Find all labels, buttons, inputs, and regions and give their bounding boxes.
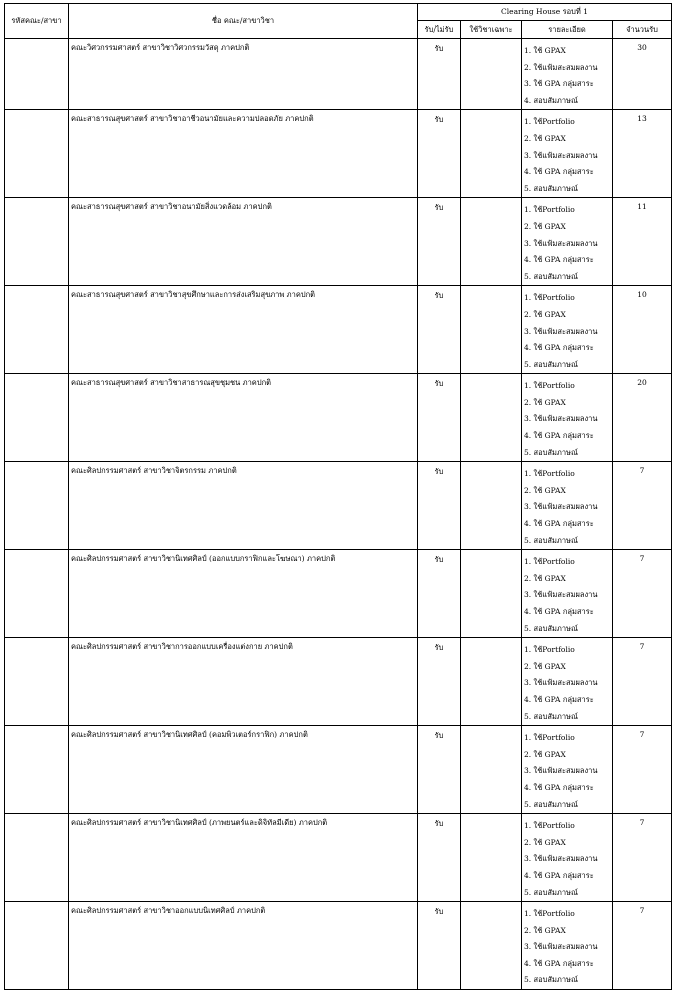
faculty-code-cell: [5, 638, 69, 726]
details-cell: [522, 198, 613, 286]
accept-status-cell: รับ: [418, 726, 461, 814]
criteria-item: 2. ใช้ GPAX: [524, 397, 566, 407]
seat-count-cell: 7: [613, 814, 672, 902]
header-row-top: [5, 4, 672, 21]
faculty-name-cell: คณะศิลปกรรมศาสตร์ สาขาวิชาการออกแบบเครื่องแต่งกาย ภาคปกติ: [69, 638, 418, 726]
details-cell: [522, 638, 613, 726]
accept-status-cell: รับ: [418, 462, 461, 550]
exam-subject-cell: [461, 638, 522, 726]
accept-status-cell: รับ: [418, 374, 461, 462]
faculty-code-cell: [5, 550, 69, 638]
accept-status-cell: รับ: [418, 902, 461, 990]
criteria-item: 3. ใช้แฟ้มสะสมผลงาน: [524, 238, 598, 248]
criteria-item: 5. สอบสัมภาษณ์: [524, 447, 578, 457]
faculty-code-cell: [5, 198, 69, 286]
details-cell: [522, 726, 613, 814]
criteria-item: 1. ใช้Portfolio: [524, 733, 575, 743]
seat-count-cell: 20: [613, 374, 672, 462]
seat-count-cell: 7: [613, 550, 672, 638]
details-column-header: รายละเอียด: [522, 21, 613, 39]
details-cell: [522, 110, 613, 198]
exam-subject-cell: [461, 814, 522, 902]
table-body: [5, 39, 672, 990]
faculty-code-cell: [5, 462, 69, 550]
faculty-code-cell: [5, 814, 69, 902]
criteria-item: 2. ใช้ GPAX: [524, 925, 566, 935]
criteria-item: 5. สอบสัมภาษณ์: [524, 711, 578, 721]
name-column-header: ชื่อ คณะ/สาขาวิชา: [69, 4, 418, 39]
clearing-house-header: Clearing House รอบที่ 1: [418, 4, 672, 21]
faculty-name-cell: คณะสาธารณสุขศาสตร์ สาขาวิชาสาธารณสุขชุมชน ภาคปกติ: [69, 374, 418, 462]
criteria-item: 2. ใช้ GPAX: [524, 573, 566, 583]
criteria-item: 4. ใช้ GPA กลุ่มสาระ: [524, 782, 594, 792]
accept-status-cell: รับ: [418, 814, 461, 902]
faculty-name-cell: คณะศิลปกรรมศาสตร์ สาขาวิชานิเทศศิลป์ (ภาพยนตร์และดิจิทัลมีเดีย) ภาคปกติ: [69, 814, 418, 902]
details-cell: [522, 462, 613, 550]
criteria-item: 2. ใช้ GPAX: [524, 309, 566, 319]
criteria-item: 3. ใช้แฟ้มสะสมผลงาน: [524, 414, 598, 424]
criteria-item: 1. ใช้Portfolio: [524, 117, 575, 127]
details-cell: [522, 39, 613, 110]
criteria-item: 1. ใช้Portfolio: [524, 821, 575, 831]
table-row: [5, 374, 672, 462]
criteria-item: 3. ใช้แฟ้มสะสมผลงาน: [524, 326, 598, 336]
table-row: [5, 814, 672, 902]
table-row: [5, 462, 672, 550]
faculty-name-cell: คณะวิศวกรรมศาสตร์ สาขาวิชาวิศวกรรมวัสดุ ภาคปกติ: [69, 39, 418, 110]
table-row: [5, 110, 672, 198]
details-cell: [522, 286, 613, 374]
seat-count-cell: 10: [613, 286, 672, 374]
criteria-item: 1. ใช้Portfolio: [524, 469, 575, 479]
accept-status-cell: รับ: [418, 198, 461, 286]
criteria-item: 4. ใช้ GPA กลุ่มสาระ: [524, 694, 594, 704]
criteria-item: 4. ใช้ GPA กลุ่มสาระ: [524, 870, 594, 880]
details-cell: [522, 814, 613, 902]
criteria-item: 1. ใช้Portfolio: [524, 205, 575, 215]
criteria-item: 2. ใช้ GPAX: [524, 837, 566, 847]
criteria-item: 3. ใช้แฟ้มสะสมผลงาน: [524, 766, 598, 776]
criteria-item: 4. ใช้ GPA กลุ่มสาระ: [524, 167, 594, 177]
exam-subject-cell: [461, 198, 522, 286]
seat-count-cell: 13: [613, 110, 672, 198]
criteria-item: 2. ใช้แฟ้มสะสมผลงาน: [524, 62, 598, 72]
table-row: [5, 550, 672, 638]
criteria-item: 3. ใช้แฟ้มสะสมผลงาน: [524, 854, 598, 864]
criteria-item: 4. ใช้ GPA กลุ่มสาระ: [524, 255, 594, 265]
faculty-code-cell: [5, 902, 69, 990]
criteria-item: 2. ใช้ GPAX: [524, 661, 566, 671]
faculty-code-cell: [5, 374, 69, 462]
criteria-item: 5. สอบสัมภาษณ์: [524, 271, 578, 281]
criteria-item: 3. ใช้แฟ้มสะสมผลงาน: [524, 678, 598, 688]
criteria-item: 2. ใช้ GPAX: [524, 485, 566, 495]
table-row: [5, 902, 672, 990]
criteria-item: 3. ใช้แฟ้มสะสมผลงาน: [524, 502, 598, 512]
criteria-item: 1. ใช้Portfolio: [524, 645, 575, 655]
criteria-item: 3. ใช้ GPA กลุ่มสาระ: [524, 79, 594, 89]
criteria-item: 4. สอบสัมภาษณ์: [524, 95, 578, 105]
seat-count-cell: 7: [613, 726, 672, 814]
count-column-header: จำนวนรับ: [613, 21, 672, 39]
criteria-item: 5. สอบสัมภาษณ์: [524, 183, 578, 193]
exam-subject-cell: [461, 374, 522, 462]
criteria-item: 5. สอบสัมภาษณ์: [524, 359, 578, 369]
criteria-item: 2. ใช้ GPAX: [524, 221, 566, 231]
criteria-item: 2. ใช้ GPAX: [524, 133, 566, 143]
faculty-name-cell: คณะศิลปกรรมศาสตร์ สาขาวิชานิเทศศิลป์ (คอมพิวเตอร์กราฟิก) ภาคปกติ: [69, 726, 418, 814]
table-row: [5, 39, 672, 110]
exam-subject-cell: [461, 462, 522, 550]
criteria-item: 4. ใช้ GPA กลุ่มสาระ: [524, 958, 594, 968]
details-cell: [522, 550, 613, 638]
criteria-item: 5. สอบสัมภาษณ์: [524, 623, 578, 633]
exam-subject-cell: [461, 550, 522, 638]
faculty-name-cell: คณะสาธารณสุขศาสตร์ สาขาวิชาอนามัยสิ่งแวดล้อม ภาคปกติ: [69, 198, 418, 286]
faculty-name-cell: คณะศิลปกรรมศาสตร์ สาขาวิชาจิตรกรรม ภาคปกติ: [69, 462, 418, 550]
criteria-item: 3. ใช้แฟ้มสะสมผลงาน: [524, 150, 598, 160]
accept-status-cell: รับ: [418, 110, 461, 198]
accept-status-cell: รับ: [418, 638, 461, 726]
criteria-item: 4. ใช้ GPA กลุ่มสาระ: [524, 343, 594, 353]
faculty-name-cell: คณะสาธารณสุขศาสตร์ สาขาวิชาอาชีวอนามัยและความปลอดภัย ภาคปกติ: [69, 110, 418, 198]
exam-subject-cell: [461, 902, 522, 990]
criteria-item: 4. ใช้ GPA กลุ่มสาระ: [524, 607, 594, 616]
seat-count-cell: 7: [613, 638, 672, 726]
criteria-item: 1. ใช้Portfolio: [524, 909, 575, 919]
faculty-code-cell: [5, 286, 69, 374]
criteria-item: 5. สอบสัมภาษณ์: [524, 975, 578, 985]
exam-subject-cell: [461, 286, 522, 374]
exam-subject-cell: [461, 726, 522, 814]
faculty-code-cell: [5, 726, 69, 814]
exam-subject-cell: [461, 110, 522, 198]
criteria-item: 1. ใช้Portfolio: [524, 557, 575, 567]
criteria-item: 1. ใช้Portfolio: [524, 293, 575, 303]
criteria-item: 4. ใช้ GPA กลุ่มสาระ: [524, 519, 594, 529]
faculty-name-cell: คณะสาธารณสุขศาสตร์ สาขาวิชาสุขศึกษาและการส่งเสริมสุขภาพ ภาคปกติ: [69, 286, 418, 374]
seat-count-cell: 30: [613, 39, 672, 110]
criteria-item: 5. สอบสัมภาษณ์: [524, 887, 578, 897]
criteria-item: 5. สอบสัมภาษณ์: [524, 535, 578, 545]
exam-column-header: ใช้วิชาเฉพาะ: [461, 21, 522, 39]
seat-count-cell: 7: [613, 902, 672, 990]
seat-count-cell: 7: [613, 462, 672, 550]
code-column-header: รหัสคณะ/สาขา: [5, 4, 69, 39]
admissions-table: [4, 3, 672, 990]
faculty-name-cell: คณะศิลปกรรมศาสตร์ สาขาวิชานิเทศศิลป์ (ออกแบบกราฟิกและโฆษณา) ภาคปกติ: [69, 550, 418, 638]
faculty-code-cell: [5, 39, 69, 110]
criteria-item: 3. ใช้แฟ้มสะสมผลงาน: [524, 590, 598, 600]
criteria-item: 4. ใช้ GPA กลุ่มสาระ: [524, 431, 594, 441]
criteria-item: 1. ใช้ GPAX: [524, 46, 566, 55]
table-row: [5, 198, 672, 286]
criteria-item: 1. ใช้Portfolio: [524, 381, 575, 391]
exam-subject-cell: [461, 39, 522, 110]
faculty-code-cell: [5, 110, 69, 198]
faculty-name-cell: คณะศิลปกรรมศาสตร์ สาขาวิชาออกแบบนิเทศศิลป์ ภาคปกติ: [69, 902, 418, 990]
criteria-item: 2. ใช้ GPAX: [524, 749, 566, 759]
criteria-item: 5. สอบสัมภาษณ์: [524, 799, 578, 809]
table-row: [5, 286, 672, 374]
accept-column-header: รับ/ไม่รับ: [418, 21, 461, 39]
details-cell: [522, 902, 613, 990]
details-cell: [522, 374, 613, 462]
criteria-item: 3. ใช้แฟ้มสะสมผลงาน: [524, 942, 598, 952]
accept-status-cell: รับ: [418, 550, 461, 638]
seat-count-cell: 11: [613, 198, 672, 286]
accept-status-cell: รับ: [418, 286, 461, 374]
table-row: [5, 726, 672, 814]
table-row: [5, 638, 672, 726]
accept-status-cell: รับ: [418, 39, 461, 110]
